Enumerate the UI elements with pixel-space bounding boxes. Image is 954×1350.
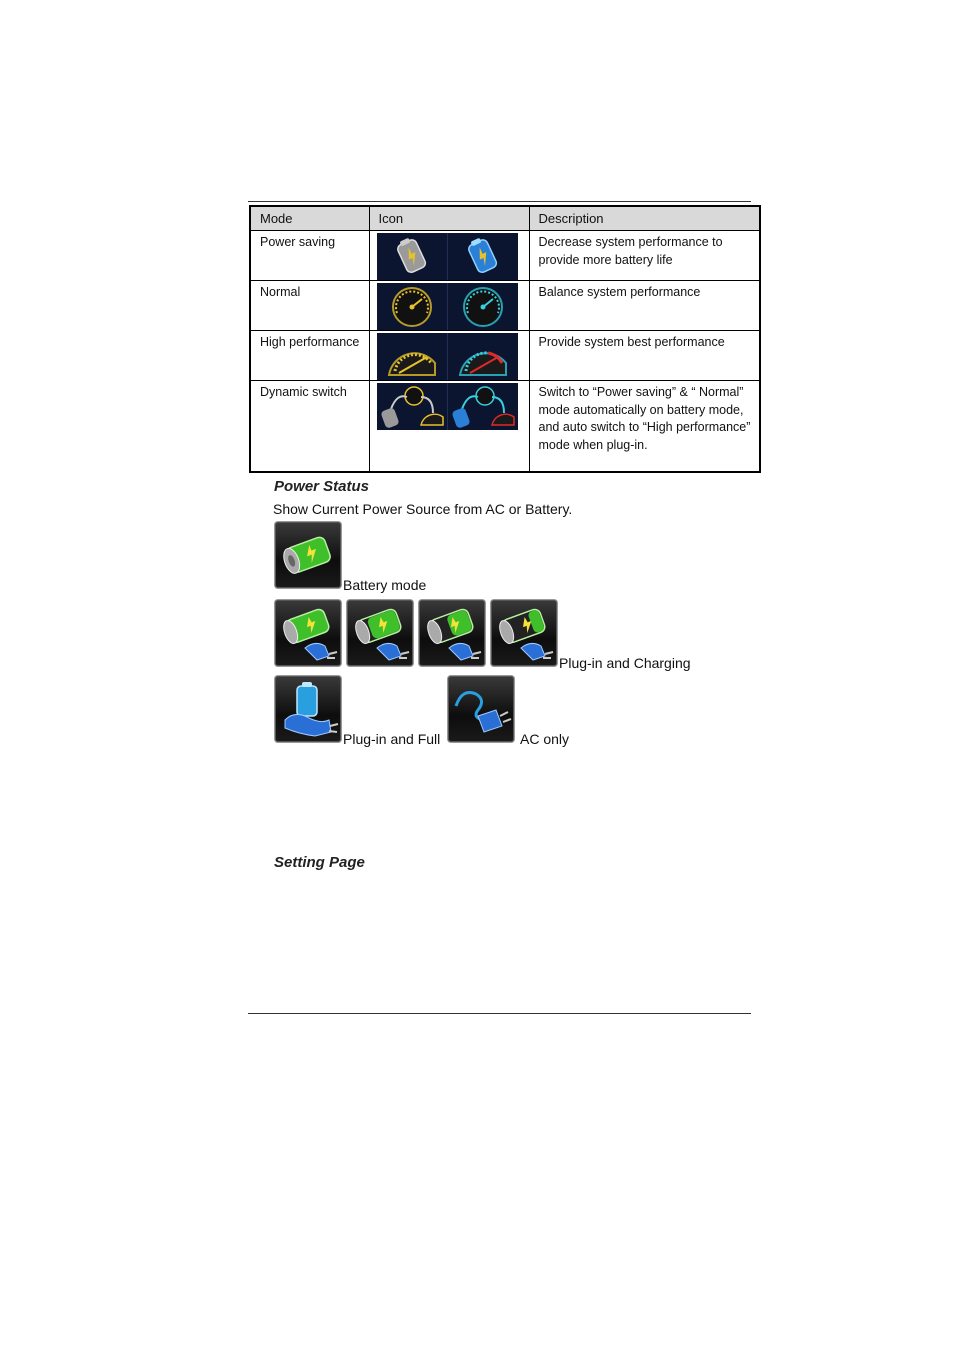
bottom-rule <box>248 1013 751 1014</box>
plugin-charging-label: Plug-in and Charging <box>559 655 691 671</box>
dynamic-switch-yellow-icon <box>377 383 447 430</box>
header-icon: Icon <box>369 206 529 231</box>
speedometer-high-yellow-icon <box>377 333 447 380</box>
table-header-row <box>250 206 760 231</box>
table-row <box>250 331 760 381</box>
mode-name: Power saving <box>250 231 369 281</box>
table-row <box>250 281 760 331</box>
battery-gray-icon <box>377 233 447 280</box>
table-row <box>250 231 760 281</box>
speedometer-high-red-icon <box>447 333 518 380</box>
table-row <box>250 381 760 472</box>
mode-description: Balance system performance <box>529 281 760 331</box>
mode-name: High performance <box>250 331 369 381</box>
power-status-heading: Power Status <box>274 478 370 495</box>
power-saving-icons <box>377 233 518 280</box>
charging-icon <box>491 600 557 666</box>
charging-icon <box>419 600 485 666</box>
top-rule <box>248 201 751 202</box>
mode-name: Dynamic switch <box>250 381 369 472</box>
mode-description: Switch to “Power saving” & “ Normal” mode automatically on battery mode, and auto switch to “High performance” mode when plug-in. <box>529 381 760 472</box>
dynamic-switch-blue-icon <box>447 383 518 430</box>
speedometer-cyan-icon <box>447 283 518 330</box>
mode-name: Normal <box>250 281 369 331</box>
power-status-intro: Show Current Power Source from AC or Battery. <box>273 501 573 517</box>
mode-description: Decrease system performance to provide more battery life <box>529 231 760 281</box>
setting-page-heading: Setting Page <box>274 854 365 871</box>
dynamic-switch-icons <box>377 383 518 430</box>
plugin-full-label: Plug-in and Full <box>343 731 441 747</box>
ac-only-icon <box>448 676 514 742</box>
plugin-full-icon <box>275 676 341 742</box>
speedometer-yellow-icon <box>377 283 447 330</box>
header-mode: Mode <box>250 206 369 231</box>
high-performance-icons <box>377 333 518 380</box>
battery-mode-icon <box>275 522 341 588</box>
header-description: Description <box>529 206 760 231</box>
mode-description: Provide system best performance <box>529 331 760 381</box>
power-mode-table <box>249 205 761 473</box>
normal-icons <box>377 283 518 330</box>
battery-mode-label: Battery mode <box>343 577 427 593</box>
charging-icon <box>275 600 341 666</box>
charging-icon <box>347 600 413 666</box>
ac-only-label: AC only <box>520 731 570 747</box>
battery-blue-icon <box>447 233 518 280</box>
